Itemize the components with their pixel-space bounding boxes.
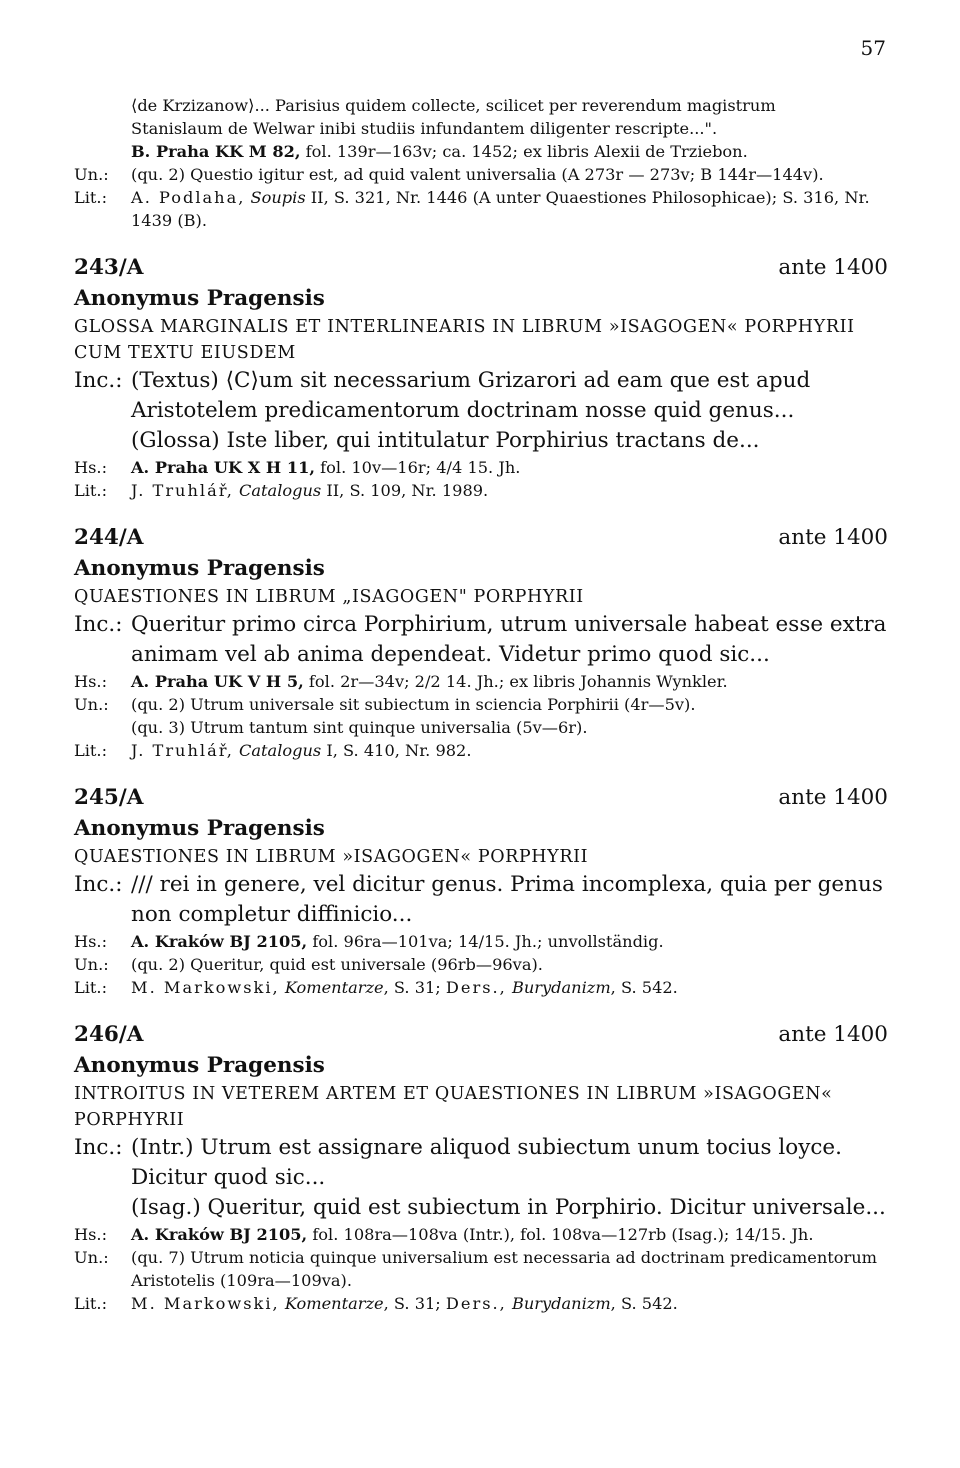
catalog-entry	[74, 522, 888, 762]
inc-label: Inc.:	[74, 612, 123, 637]
entry-id: 246/A	[74, 1022, 144, 1047]
lit-label: Lit.:	[74, 978, 108, 997]
hs-label: Hs.:	[74, 1225, 108, 1244]
catalog-entry	[74, 252, 888, 502]
entry-title: QUAESTIONES IN LIBRUM „ISAGOGEN" PORPHYRII	[74, 587, 584, 607]
catalog-entry	[74, 1019, 888, 1315]
lit-text: A. Podlaha, Soupis II, S. 321, Nr. 1446 (A unter Quaestiones Philosophicae); S. 316, Nr. 1439 (B).	[131, 188, 870, 230]
entry-date: ante 1400	[778, 785, 888, 810]
incipit-text: (Intr.) Utrum est assignare aliquod subiectum unum tocius loyce. Dicitur quod sic... (Isag.) Queritur, quid est subiectum in Porphirio. Dicitur universale...	[131, 1135, 886, 1220]
carryover-text-line: Stanislaum de Welwar inibi studiis infundantem diligenter rescripte...".	[131, 119, 718, 138]
carryover-manuscript: B. Praha KK M 82, fol. 139r—163v; ca. 1452; ex libris Alexii de Trziebon.	[131, 142, 748, 161]
entry-header	[74, 522, 888, 554]
inc-label: Inc.:	[74, 368, 123, 393]
inc-label: Inc.:	[74, 1135, 123, 1160]
entry-date: ante 1400	[778, 255, 888, 280]
literature-text: J. Truhlář, Catalogus I, S. 410, Nr. 982.	[131, 741, 472, 760]
incipit-row	[74, 1133, 888, 1223]
incipit-text: /// rei in genere, vel dicitur genus. Prima incomplexa, quia per genus non completur diffinicio...	[131, 872, 883, 927]
lit-label: Lit.:	[74, 741, 108, 760]
manuscript-text: A. Praha UK X H 11, fol. 10v—16r; 4/4 15. Jh.	[131, 458, 521, 477]
page-number: 57	[860, 36, 886, 60]
un-label: Un.:	[74, 695, 109, 714]
hs-label: Hs.:	[74, 672, 108, 691]
entry-author: Anonymus Pragensis	[74, 816, 325, 841]
entry-header	[74, 252, 888, 284]
lit-label: Lit.:	[74, 1294, 108, 1313]
carryover-lit-row	[74, 186, 888, 232]
contents-text: (qu. 7) Utrum noticia quinque universalium est necessaria ad doctrinam predicamentorum Aristotelis (109ra—109va).	[131, 1248, 878, 1290]
entry-author: Anonymus Pragensis	[74, 1053, 325, 1078]
contents-row	[74, 953, 888, 976]
entry-date: ante 1400	[778, 1022, 888, 1047]
carryover-un-row	[74, 163, 888, 186]
entry-title: QUAESTIONES IN LIBRUM »ISAGOGEN« PORPHYRII	[74, 847, 589, 867]
un-label: Un.:	[74, 955, 109, 974]
manuscript-row	[74, 930, 888, 953]
contents-text: (qu. 2) Queritur, quid est universale (96rb—96va).	[131, 955, 543, 974]
entry-id: 243/A	[74, 255, 144, 280]
contents-row	[74, 1246, 888, 1292]
entry-header	[74, 782, 888, 814]
un-text: (qu. 2) Questio igitur est, ad quid valent universalia (A 273r — 273v; B 144r—144v).	[131, 165, 824, 184]
entry-header	[74, 1019, 888, 1051]
carryover-text-line: ⟨de Krzizanow⟩... Parisius quidem collecte, scilicet per reverendum magistrum	[131, 96, 776, 115]
catalog-entry	[74, 782, 888, 999]
entry-title: GLOSSA MARGINALIS ET INTERLINEARIS IN LIBRUM »ISAGOGEN« PORPHYRII CUM TEXTU EIUSDEM	[74, 317, 855, 363]
contents-text: (qu. 2) Utrum universale sit subiectum in sciencia Porphirii (4r—5v). (qu. 3) Utrum tantum sint quinque universalia (5v—6r).	[131, 695, 696, 737]
entry-id: 244/A	[74, 525, 144, 550]
incipit-text: Queritur primo circa Porphirium, utrum universale habeat esse extra animam vel ab anima dependeat. Videtur primo quod sic...	[131, 612, 887, 667]
un-label: Un.:	[74, 165, 109, 184]
manuscript-row	[74, 456, 888, 479]
literature-row	[74, 1292, 888, 1315]
incipit-row	[74, 870, 888, 930]
inc-label: Inc.:	[74, 872, 123, 897]
entry-date: ante 1400	[778, 525, 888, 550]
literature-text: M. Markowski, Komentarze, S. 31; Ders., Burydanizm, S. 542.	[131, 978, 678, 997]
manuscript-text: A. Kraków BJ 2105, fol. 108ra—108va (Intr.), fol. 108va—127rb (Isag.); 14/15. Jh.	[131, 1225, 814, 1244]
lit-label: Lit.:	[74, 481, 108, 500]
contents-row	[74, 693, 888, 739]
literature-text: J. Truhlář, Catalogus II, S. 109, Nr. 1989.	[131, 481, 489, 500]
entry-author: Anonymus Pragensis	[74, 556, 325, 581]
hs-label: Hs.:	[74, 458, 108, 477]
manuscript-text: A. Kraków BJ 2105, fol. 96ra—101va; 14/15. Jh.; unvollständig.	[131, 932, 664, 951]
incipit-row	[74, 610, 888, 670]
manuscript-row	[74, 1223, 888, 1246]
manuscript-row	[74, 670, 888, 693]
carryover-block	[74, 94, 888, 232]
literature-row	[74, 976, 888, 999]
literature-text: M. Markowski, Komentarze, S. 31; Ders., Burydanizm, S. 542.	[131, 1294, 678, 1313]
catalog-page-content	[74, 94, 888, 1315]
incipit-row	[74, 366, 888, 456]
lit-label: Lit.:	[74, 188, 108, 207]
hs-label: Hs.:	[74, 932, 108, 951]
manuscript-text: A. Praha UK V H 5, fol. 2r—34v; 2/2 14. Jh.; ex libris Johannis Wynkler.	[131, 672, 728, 691]
entry-title: INTROITUS IN VETEREM ARTEM ET QUAESTIONES IN LIBRUM »ISAGOGEN« PORPHYRII	[74, 1084, 833, 1130]
entry-id: 245/A	[74, 785, 144, 810]
literature-row	[74, 479, 888, 502]
literature-row	[74, 739, 888, 762]
incipit-text: (Textus) ⟨C⟩um sit necessarium Grizarori ad eam que est apud Aristotelem predicamentorum doctrinam nosse quid genus... (Glossa) Iste liber, qui intitulatur Porphirius tractans de...	[131, 368, 811, 453]
un-label: Un.:	[74, 1248, 109, 1267]
entry-author: Anonymus Pragensis	[74, 286, 325, 311]
